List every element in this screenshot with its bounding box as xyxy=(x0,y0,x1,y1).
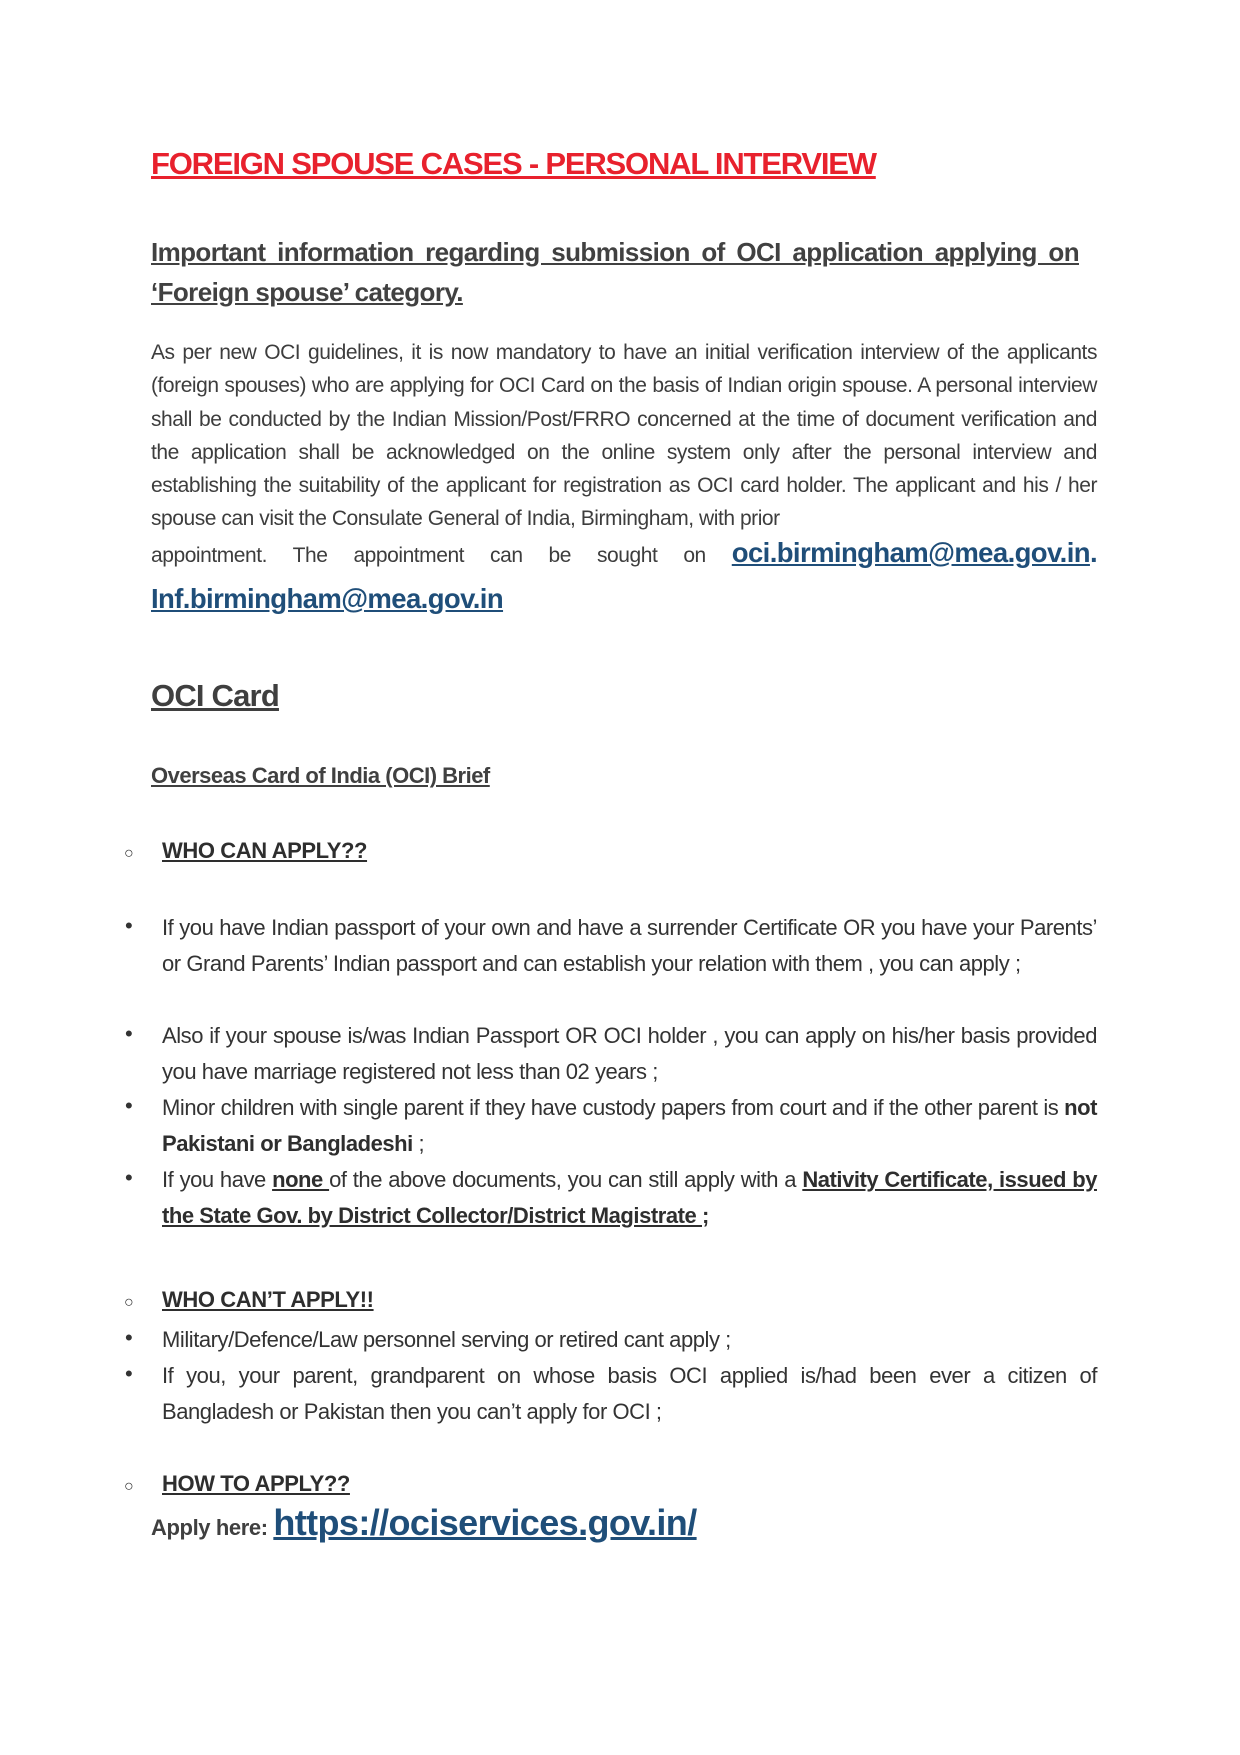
who-can-apply-item xyxy=(162,1090,1097,1162)
appointment-line xyxy=(151,536,1097,572)
intro-body: As per new OCI guidelines, it is now mandatory to have an initial verification interview of the applicants (foreign spouses) who are applying for OCI Card on the basis of Indian origin spouse. A personal interview shall be conducted by the Indian Mission/Post/FRRO concerned at the time of document verification and the application shall be acknowledged on the online system only after the personal interview and establishing the suitability of the applicant for registration as OCI card holder. The applicant and his / her spouse can visit the Consulate General of India, Birmingham, with prior xyxy=(151,341,1097,531)
item-text-end: ; xyxy=(412,1131,425,1156)
who-can-apply-item: Also if your spouse is/was Indian Passport OR OCI holder , you can apply on his/her basis provided you have marriage registered not less than 02 years ; xyxy=(162,1023,1097,1084)
item-text: Minor children with single parent if they have custody papers from court and if the other parent is xyxy=(162,1095,1065,1120)
apply-here-line xyxy=(151,1502,697,1544)
how-to-apply-heading: HOW TO APPLY?? xyxy=(162,1471,350,1496)
hollow-circle-bullet-icon: ○ xyxy=(124,1478,134,1495)
bullet-dot-icon: • xyxy=(125,913,133,938)
item-text-mid: of the above documents, you can still apply with a xyxy=(329,1167,803,1192)
oci-brief-heading: Overseas Card of India (OCI) Brief xyxy=(151,763,490,788)
item-bold-text: Nativity Certificate, issued by the State Gov. by District Collector/District Magistrate ; xyxy=(162,1167,1097,1228)
oci-card-heading: OCI Card xyxy=(151,678,279,713)
email-link-oci[interactable]: oci.birmingham@mea.gov.in xyxy=(731,536,1090,568)
who-can-apply-item xyxy=(162,1162,1097,1234)
hollow-circle-bullet-icon: ○ xyxy=(124,845,134,862)
bullet-dot-icon: • xyxy=(125,1021,133,1046)
appointment-text: appointment. The appointment can be sought on xyxy=(151,543,706,567)
email-link-inf[interactable]: Inf.birmingham@mea.gov.in xyxy=(151,583,504,614)
email-separator: . xyxy=(1089,536,1097,568)
who-cant-apply-item: Military/Defence/Law personnel serving or retired cant apply ; xyxy=(162,1327,731,1352)
who-can-apply-heading: WHO CAN APPLY?? xyxy=(162,838,368,863)
who-cant-apply-item: If you, your parent, grandparent on whose basis OCI applied is/had been ever a citizen of Bangladesh or Pakistan then you can’t apply for OCI ; xyxy=(162,1363,1097,1424)
bullet-dot-icon: • xyxy=(125,1165,133,1190)
important-info-heading: Important information regarding submission of OCI application applying on ‘Foreign spouse’ category. xyxy=(151,237,1079,307)
bullet-dot-icon: • xyxy=(125,1325,133,1350)
item-text: If you have xyxy=(162,1167,273,1192)
bullet-dot-icon: • xyxy=(125,1093,133,1118)
item-bold-text: not Pakistani or Bangladeshi xyxy=(162,1095,1097,1156)
intro-paragraph xyxy=(151,336,1097,572)
apply-here-label: Apply here: xyxy=(151,1515,274,1540)
bullet-dot-icon: • xyxy=(125,1361,133,1386)
who-can-apply-item: If you have Indian passport of your own and have a surrender Certificate OR you have your Parents’ or Grand Parents’ Indian passport and can establish your relation with them , you can apply ; xyxy=(162,915,1097,976)
page-title: FOREIGN SPOUSE CASES - PERSONAL INTERVIEW xyxy=(151,146,876,181)
item-bold-text: none xyxy=(272,1167,330,1192)
who-cant-apply-heading: WHO CAN’T APPLY!! xyxy=(162,1287,374,1312)
oci-services-link[interactable]: https://ociservices.gov.in/ xyxy=(273,1502,697,1543)
hollow-circle-bullet-icon: ○ xyxy=(124,1294,134,1311)
